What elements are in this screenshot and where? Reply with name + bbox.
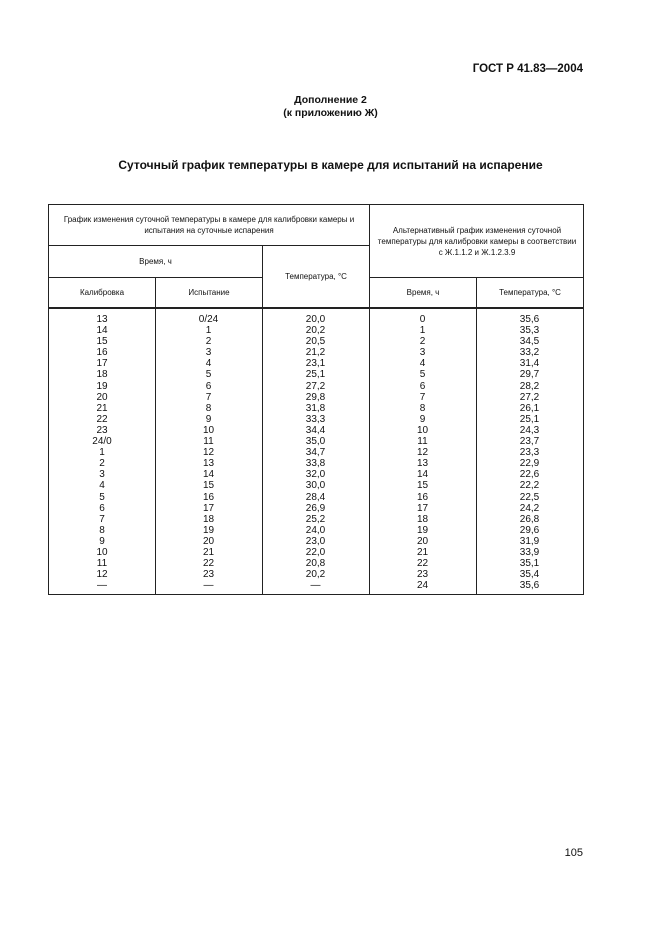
table-cell: 35,6	[519, 580, 540, 592]
table-row	[49, 436, 583, 447]
col-time2-header: Время, ч	[406, 288, 440, 297]
table-cell: 20,2	[305, 325, 326, 337]
table-cell: 26,9	[305, 502, 326, 514]
table-cell: 7	[419, 391, 426, 403]
table-row	[49, 514, 583, 525]
table-cell: 17	[416, 502, 429, 514]
table-cell: 5	[419, 369, 426, 381]
table-cell: 26,8	[519, 513, 540, 525]
table-row	[49, 536, 583, 547]
table-cell: —	[97, 580, 107, 592]
table-cell: 5	[205, 369, 212, 381]
table-row	[49, 358, 583, 369]
table-cell: 3	[205, 347, 212, 359]
table-cell: 12	[416, 447, 429, 459]
table-cell: 31,8	[305, 402, 326, 414]
table-cell: 8	[205, 402, 212, 414]
page-title: Суточный график температуры в камере для испытаний на испарение	[118, 158, 543, 172]
table-cell: 20,8	[305, 558, 326, 570]
table-cell: 6	[99, 502, 105, 514]
table-cell: 20,5	[305, 336, 326, 348]
table-cell: 34,7	[305, 447, 326, 459]
table-cell: 13	[416, 458, 429, 470]
table-cell: 23,1	[305, 358, 326, 370]
table-cell: 25,1	[305, 369, 326, 381]
table-body	[49, 309, 583, 594]
table-cell: 6	[205, 380, 212, 392]
table-row	[49, 503, 583, 514]
table-cell: 24,3	[519, 424, 540, 436]
table-row	[49, 547, 583, 558]
table-cell: 16	[96, 347, 108, 359]
table-cell: 14	[202, 469, 215, 481]
table-cell: 3	[99, 469, 105, 481]
table-cell: 18	[416, 513, 429, 525]
table-cell: 21	[202, 546, 215, 558]
table-cell: 25,1	[519, 413, 540, 425]
table-cell: 22,6	[519, 469, 540, 481]
table-cell: 10	[96, 546, 108, 558]
table-cell: 1	[419, 325, 426, 337]
table-row	[49, 458, 583, 469]
table-cell: 20	[202, 535, 215, 547]
table-row	[49, 447, 583, 458]
table-header	[49, 205, 583, 309]
col-calibration-header: Калибровка	[79, 288, 125, 297]
table-cell: 29,8	[305, 391, 326, 403]
table-cell: 18	[202, 513, 215, 525]
table-cell: 35,4	[519, 569, 540, 581]
table-cell: 2	[205, 336, 212, 348]
table-cell: 12	[96, 569, 108, 581]
table-cell: 34,5	[519, 336, 540, 348]
table-row	[49, 525, 583, 536]
table-cell: 21	[416, 546, 429, 558]
table-cell: 15	[202, 480, 215, 492]
table-cell: 28,4	[305, 491, 326, 503]
table-cell: 35,6	[519, 314, 540, 325]
table-row	[49, 392, 583, 403]
table-cell: 28,2	[519, 380, 540, 392]
table-cell: 16	[202, 491, 215, 503]
table-cell: 17	[202, 502, 215, 514]
table-cell: 24,0	[305, 524, 326, 536]
table-cell: 4	[99, 480, 105, 492]
table-cell: 29,6	[519, 524, 540, 536]
table-cell: 9	[205, 413, 212, 425]
table-cell: 27,2	[519, 391, 540, 403]
table-row	[49, 569, 583, 580]
table-cell: 22,0	[305, 546, 326, 558]
table-row	[49, 403, 583, 414]
table-cell: 23,7	[519, 436, 540, 448]
table-cell: 35,0	[305, 436, 326, 448]
table-cell: 3	[419, 347, 426, 359]
table-row	[49, 314, 583, 325]
table-cell: 31,9	[519, 535, 540, 547]
table-row	[49, 580, 583, 591]
table-cell: 2	[419, 336, 426, 348]
table-cell: 17	[96, 358, 108, 370]
temperature-table	[48, 204, 584, 595]
table-cell: 34,4	[305, 424, 326, 436]
page-number: 105	[564, 847, 583, 859]
table-cell: 11	[417, 436, 428, 448]
table-cell: 11	[96, 558, 108, 570]
table-cell: 26,1	[519, 402, 540, 414]
table-cell: 12	[202, 447, 215, 459]
table-cell: 0	[419, 314, 426, 325]
table-cell: 6	[419, 380, 426, 392]
table-cell: 23,0	[305, 535, 326, 547]
table-cell: 21,2	[305, 347, 326, 359]
table-cell: 4	[205, 358, 212, 370]
table-cell: 15	[96, 336, 108, 348]
table-cell: 20,0	[305, 314, 326, 325]
table-row	[49, 480, 583, 491]
supplement-line-2: (к приложению Ж)	[283, 107, 378, 119]
table-cell: 2	[99, 458, 105, 470]
group2-header: Альтернативный график изменения суточной температуры для калибровки камеры в соответствии с Ж.1.1.2 и Ж.1.2.3.9	[377, 225, 577, 257]
table-cell: 20	[96, 391, 108, 403]
table-cell: 22,5	[519, 491, 540, 503]
table-row	[49, 558, 583, 569]
table-cell: 1	[205, 325, 212, 337]
table-cell: 15	[416, 480, 429, 492]
table-cell: 5	[99, 491, 105, 503]
table-cell: 22,9	[519, 458, 540, 470]
table-cell: 23	[96, 424, 108, 436]
col-temp1-header: Температура, °С	[285, 272, 347, 281]
table-cell: 7	[205, 391, 212, 403]
table-row	[49, 369, 583, 380]
table-cell: 14	[416, 469, 429, 481]
table-cell: —	[310, 580, 321, 592]
supplement-heading	[0, 94, 661, 120]
table-cell: 27,2	[305, 380, 326, 392]
table-cell: 16	[416, 491, 429, 503]
table-cell: 9	[99, 535, 105, 547]
table-cell: 8	[419, 402, 426, 414]
table-cell: 23	[202, 569, 215, 581]
table-cell: 10	[416, 424, 429, 436]
table-cell: 23,3	[519, 447, 540, 459]
table-row	[49, 492, 583, 503]
table-cell: 20,2	[305, 569, 326, 581]
table-cell: 33,8	[305, 458, 326, 470]
table-cell: 24,2	[519, 502, 540, 514]
table-cell: 10	[202, 424, 215, 436]
table-row	[49, 425, 583, 436]
table-cell: 22	[202, 558, 215, 570]
table-cell: 0/24	[198, 314, 219, 325]
table-cell: 19	[202, 524, 215, 536]
table-cell: 35,3	[519, 325, 540, 337]
table-cell: —	[203, 580, 214, 592]
table-cell: 7	[99, 513, 105, 525]
table-cell: 19	[416, 524, 429, 536]
supplement-line-1: Дополнение 2	[294, 94, 367, 106]
table-row	[49, 469, 583, 480]
table-row	[49, 347, 583, 358]
table-cell: 22	[416, 558, 429, 570]
table-row	[49, 336, 583, 347]
time-header: Время, ч	[139, 257, 172, 266]
table-cell: 18	[96, 369, 108, 381]
table-cell: 4	[419, 358, 426, 370]
table-row	[49, 381, 583, 392]
table-cell: 9	[419, 413, 426, 425]
table-cell: 32,0	[305, 469, 326, 481]
table-cell: 11	[203, 436, 214, 448]
table-cell: 21	[96, 402, 108, 414]
table-cell: 23	[416, 569, 429, 581]
table-cell: 8	[99, 524, 105, 536]
table-cell: 31,4	[519, 358, 540, 370]
table-cell: 33,2	[519, 347, 540, 359]
table-cell: 35,1	[519, 558, 540, 570]
table-cell: 33,3	[305, 413, 326, 425]
table-cell: 19	[96, 380, 108, 392]
table-cell: 20	[416, 535, 429, 547]
table-row	[49, 325, 583, 336]
table-cell: 13	[96, 314, 108, 325]
table-cell: 24/0	[92, 436, 112, 448]
table-cell: 33,9	[519, 546, 540, 558]
table-cell: 24	[416, 580, 429, 592]
table-cell: 30,0	[305, 480, 326, 492]
table-cell: 25,2	[305, 513, 326, 525]
table-cell: 1	[99, 447, 105, 459]
table-cell: 13	[202, 458, 215, 470]
group1-header: График изменения суточной температуры в камере для калибровки камеры и испытания на суточные испарения	[63, 215, 355, 235]
table-cell: 29,7	[519, 369, 540, 381]
table-cell: 22	[96, 413, 108, 425]
table-cell: 14	[96, 325, 108, 337]
col-temp2-header: Температура, °С	[499, 288, 561, 297]
col-test-header: Испытание	[188, 288, 230, 297]
table-cell: 22,2	[519, 480, 540, 492]
table-row	[49, 414, 583, 425]
standard-id: ГОСТ Р 41.83—2004	[472, 63, 583, 75]
